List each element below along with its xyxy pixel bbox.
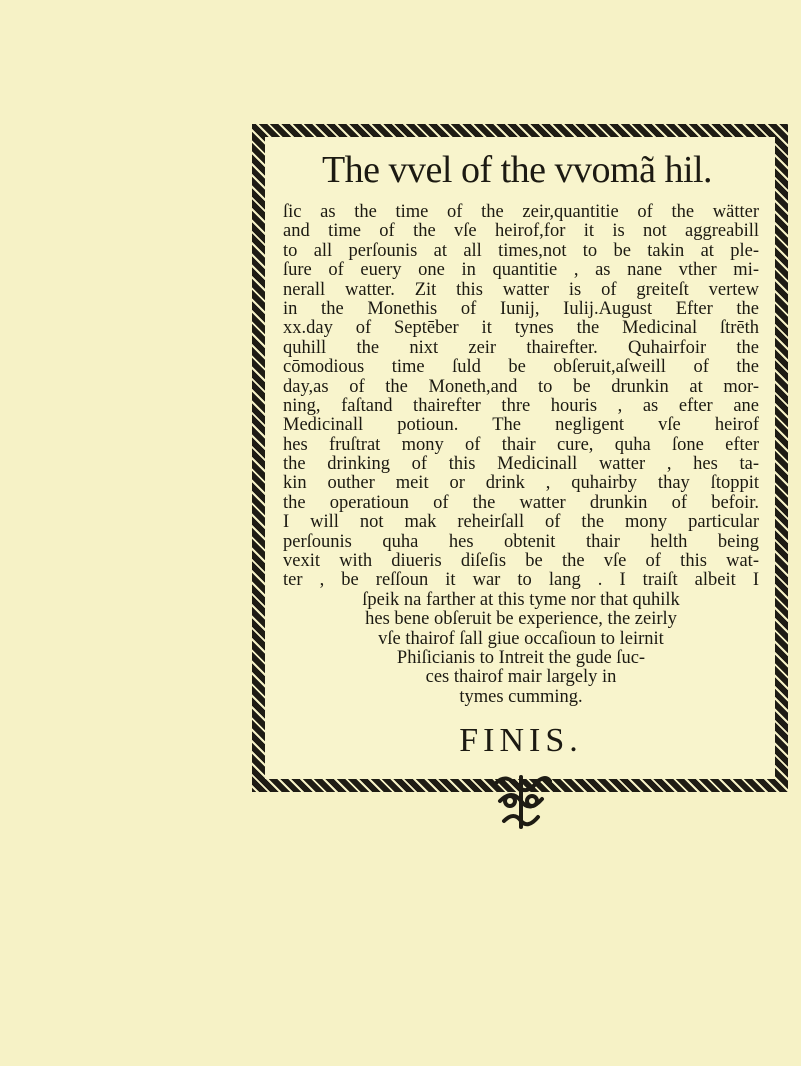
finis-heading: FINIS. (459, 722, 583, 760)
text-line: ning, faſtand thairefter thre houris , as efter ane (283, 396, 759, 416)
text-line: ſpeik na farther at this tyme nor that quhilk (362, 589, 680, 610)
text-line: Phiſicianis to Intreit the gude ſuc- (396, 647, 646, 668)
text-line: cōmodious time ſuld be obſeruit,aſweill of the (283, 358, 759, 378)
text-line: the drinking of this Medicinall watter , hes ta- (283, 455, 759, 475)
text-line: ter , be reſſoun it war to lang . I traiſt albeit I (283, 571, 759, 591)
text-line: the operatioun of the watter drunkin of befoir. (283, 493, 759, 513)
printers-ornament-icon (486, 771, 556, 831)
text-line: I will not mak reheirſall of the mony particular (283, 513, 759, 533)
text-line: kin outher meit or drink , quhairby thay ſtoppit (283, 474, 759, 494)
page-title: The vvel of the vvomã hil. (321, 149, 713, 191)
text-line: xx.day of Septēber it tynes the Medicinal ſtrēth (283, 319, 759, 339)
text-line: hes fruſtrat mony of thair cure, quha ſone efter (283, 435, 759, 455)
text-line: ſic as the time of the zeir,quantitie of the wätter (283, 203, 759, 222)
text-line: hes bene obſeruit be experience, the zeirly (365, 609, 677, 630)
text-line: nerall watter. Zit this watter is of greiteſt vertew (283, 280, 759, 300)
text-line: to all perſounis at all times,not to be takin at ple- (283, 241, 759, 261)
text-line: in the Monethis of Iunij, Iulij.August Efter the (283, 299, 759, 319)
text-line: ces thairof mair largely in (425, 667, 617, 688)
text-line: vexit with diueris diſeſis be the vſe of this wat- (283, 552, 759, 572)
text-line: quhill the nixt zeir thairefter. Quhairfoir the (283, 338, 759, 358)
body-text (283, 203, 759, 707)
page-content (283, 145, 759, 771)
text-line: day,as of the Moneth,and to be drunkin at mor- (283, 377, 759, 397)
ornamental-border (252, 124, 788, 792)
text-line: perſounis quha hes obtenit thair helth being (283, 532, 759, 552)
text-line: vſe thairof ſall giue occaſioun to leirnit (378, 628, 664, 649)
text-line: tymes cumming. (459, 686, 583, 707)
text-line: and time of the vſe heirof,for it is not aggreabill (283, 222, 759, 242)
text-line: Medicinall potioun. The negligent vſe heirof (283, 416, 759, 436)
text-line: ſure of euery one in quantitie , as nane vther mi- (283, 261, 759, 281)
